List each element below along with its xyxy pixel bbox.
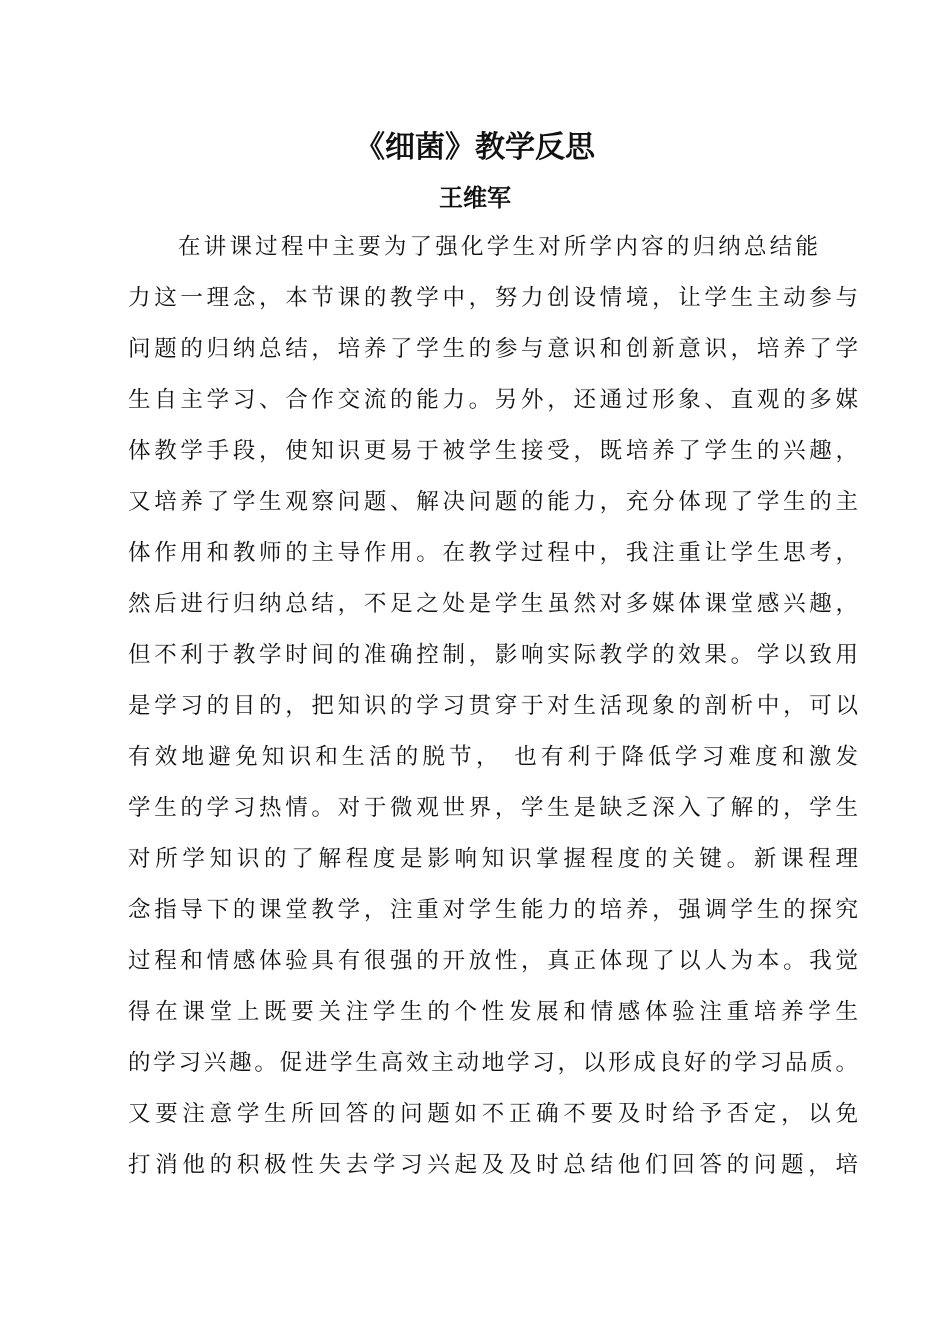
text-line: 体教学手段，使知识更易于被学生接受，既培养了学生的兴趣，	[128, 438, 858, 464]
text-line: 打消他的积极性失去学习兴起及及时总结他们回答的问题，培	[128, 1152, 858, 1178]
text-line: 力这一理念，本节课的教学中，努力创设情境，让学生主动参与	[128, 285, 858, 311]
text-line: 学生的学习热情。对于微观世界，学生是缺乏深入了解的，学生	[128, 795, 858, 821]
text-line: 过程和情感体验具有很强的开放性，真正体现了以人为本。我觉	[128, 948, 858, 974]
text-line: 又培养了学生观察问题、解决问题的能力，充分体现了学生的主	[128, 489, 858, 515]
text-line: 又要注意学生所回答的问题如不正确不要及时给予否定，以免	[128, 1101, 858, 1127]
text-line: 然后进行归纳总结，不足之处是学生虽然对多媒体课堂感兴趣，	[128, 591, 858, 617]
text-line: 生自主学习、合作交流的能力。另外，还通过形象、直观的多媒	[128, 387, 858, 413]
text-line: 但不利于教学时间的准确控制，影响实际教学的效果。学以致用	[128, 642, 858, 668]
text-line: 念指导下的课堂教学，注重对学生能力的培养，强调学生的探究	[128, 897, 858, 923]
text-line: 对所学知识的了解程度是影响知识掌握程度的关键。新课程理	[128, 846, 858, 872]
text-line: 问题的归纳总结，培养了学生的参与意识和创新意识，培养了学	[128, 336, 858, 362]
text-line: 得在课堂上既要关注学生的个性发展和情感体验注重培养学生	[128, 999, 858, 1025]
text-line: 有效地避免知识和生活的脱节， 也有利于降低学习难度和激发	[128, 744, 858, 770]
text-line: 在讲课过程中主要为了强化学生对所学内容的归纳总结能	[178, 234, 818, 260]
text-line: 的学习兴趣。促进学生高效主动地学习，以形成良好的学习品质。	[128, 1050, 858, 1076]
text-line: 是学习的目的，把知识的学习贯穿于对生活现象的剖析中，可以	[128, 693, 858, 719]
document-author: 王维军	[439, 184, 511, 212]
body-text	[128, 222, 858, 1191]
text-line: 体作用和教师的主导作用。在教学过程中，我注重让学生思考，	[128, 540, 858, 566]
document-title: 《细菌》教学反思	[355, 130, 595, 165]
